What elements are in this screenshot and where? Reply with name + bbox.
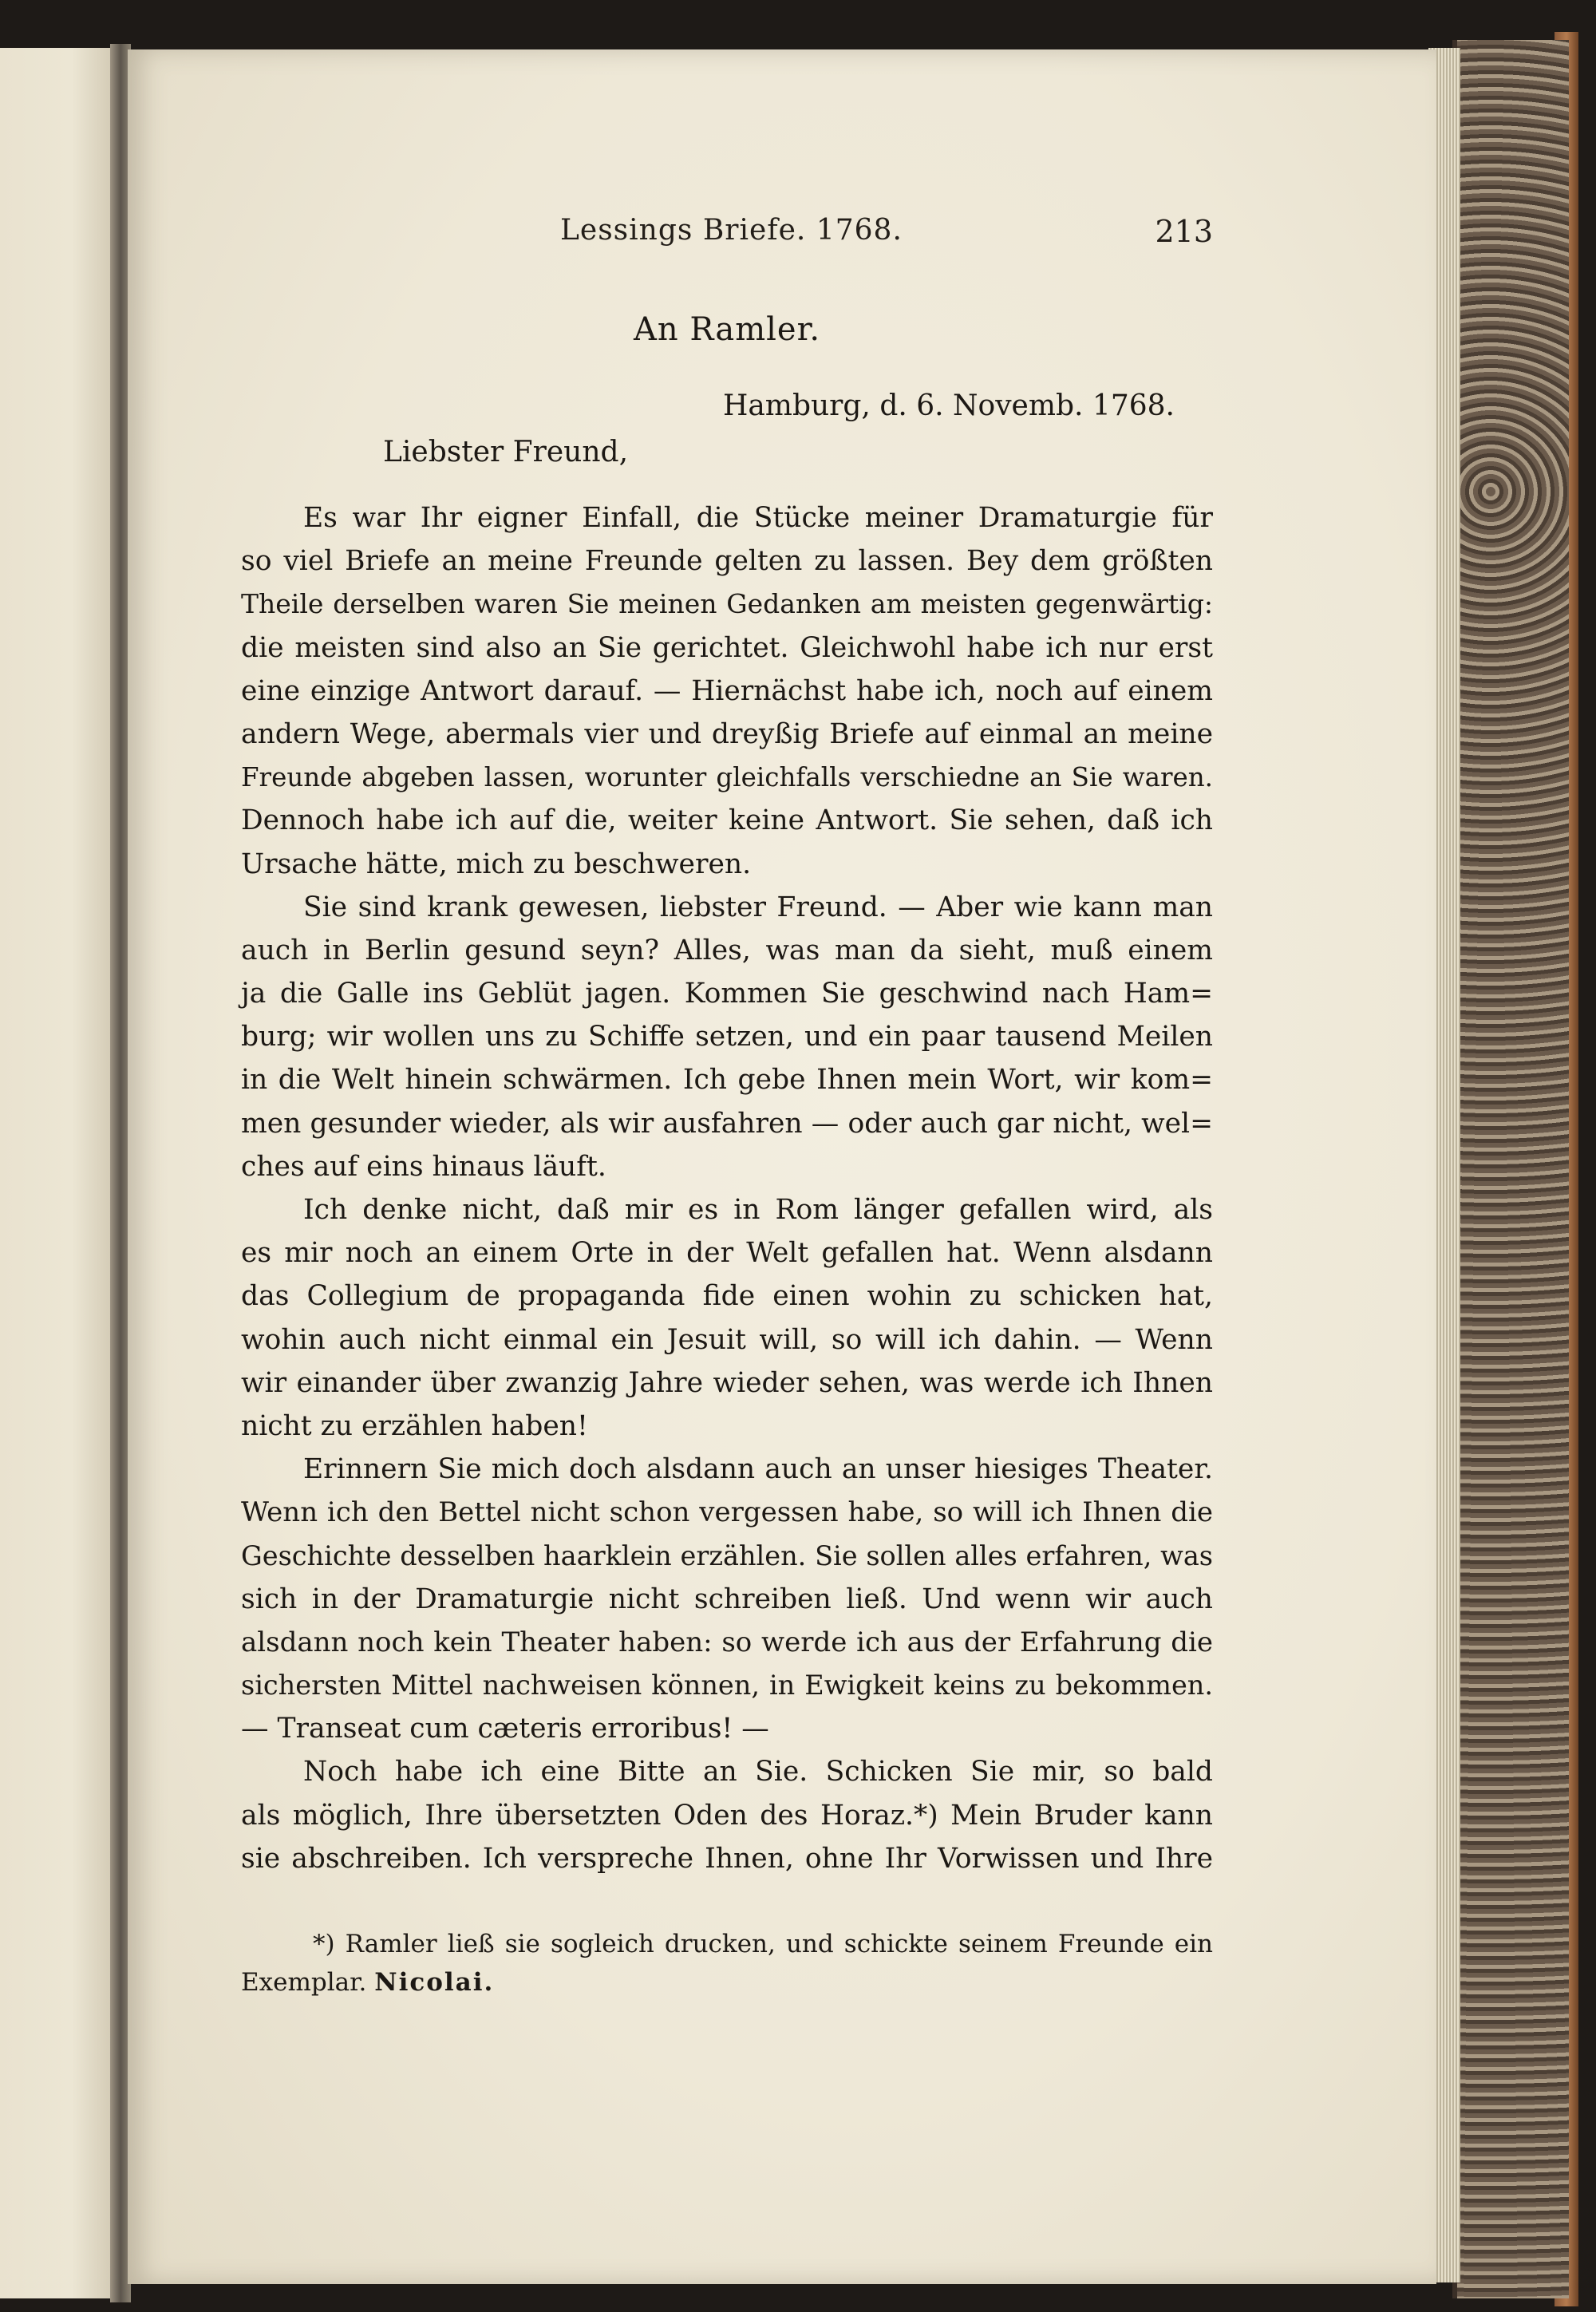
- body-line: auch in Berlin gesund seyn? Alles, was man da sieht, muß einem: [241, 934, 1213, 966]
- body-line: Noch habe ich eine Bitte an Sie. Schicken Sie mir, so bald: [303, 1756, 1213, 1788]
- page-number: 213: [1155, 214, 1213, 249]
- body-line: eine einzige Antwort darauf. — Hiernächst habe ich, noch auf einem: [241, 674, 1213, 707]
- body-line: das Collegium de propaganda fide einen wohin zu schicken hat,: [241, 1280, 1213, 1313]
- body-line: sichersten Mittel nachweisen können, in Ewigkeit keins zu bekommen.: [241, 1670, 1213, 1701]
- body-line: Ursache hätte, mich zu beschweren.: [241, 848, 752, 880]
- body-line: alsdann noch kein Theater haben: so werde ich aus der Erfahrung die: [241, 1626, 1213, 1658]
- body-line: ches auf eins hinaus läuft.: [241, 1150, 606, 1183]
- body-line: es mir noch an einem Orte in der Welt gefallen hat. Wenn alsdann: [241, 1237, 1213, 1270]
- body-line: in die Welt hinein schwärmen. Ich gebe Ihnen mein Wort, wir kom=: [241, 1064, 1213, 1097]
- body-line: ja die Galle ins Geblüt jagen. Kommen Sie geschwind nach Ham=: [241, 978, 1213, 1010]
- body-line: als möglich, Ihre übersetzten Oden des Horaz.*) Mein Bruder kann: [241, 1799, 1213, 1832]
- marbled-cover-board: [1452, 40, 1569, 2298]
- footnote-line-2-text: Exemplar.: [241, 1968, 367, 1997]
- footnote-author: Nicolai.: [374, 1968, 495, 1997]
- body-line: Sie sind krank gewesen, liebster Freund. — Aber wie kann man: [303, 891, 1213, 923]
- body-line: Dennoch habe ich auf die, weiter keine Antwort. Sie sehen, daß ich: [241, 804, 1213, 837]
- running-title: Lessings Briefe. 1768.: [560, 214, 903, 247]
- body-line: die meisten sind also an Sie gerichtet. Gleichwohl habe ich nur erst: [241, 631, 1213, 664]
- running-head: [241, 214, 1213, 254]
- letter-dateline: Hamburg, d. 6. Novemb. 1768.: [722, 389, 1175, 422]
- left-facing-page: [0, 48, 120, 2298]
- body-line: so viel Briefe an meine Freunde gelten zu lassen. Bey dem größten: [241, 545, 1213, 578]
- body-line: Ich denke nicht, daß mir es in Rom länger gefallen wird, als: [303, 1194, 1213, 1226]
- body-line: Es war Ihr eigner Einfall, die Stücke meiner Dramaturgie für: [303, 502, 1213, 534]
- body-line: Theile derselben waren Sie meinen Gedanken am meisten gegenwärtig:: [241, 588, 1213, 620]
- body-line: sie abschreiben. Ich verspreche Ihnen, ohne Ihr Vorwissen und Ihre: [241, 1842, 1213, 1875]
- body-line: Wenn ich den Bettel nicht schon vergessen habe, so will ich Ihnen die: [241, 1496, 1213, 1529]
- body-line: Erinnern Sie mich doch alsdann auch an unser hiesiges Theater.: [303, 1453, 1213, 1486]
- body-line: — Transeat cum cæteris erroribus! —: [241, 1713, 769, 1745]
- body-line: burg; wir wollen uns zu Schiffe setzen, und ein paar tausend Meilen: [241, 1021, 1213, 1053]
- footnote-line-2: [241, 1963, 1213, 2002]
- body-line: Freunde abgeben lassen, worunter gleichfalls verschiedne an Sie waren.: [241, 762, 1213, 793]
- letter-body: [241, 496, 1213, 1880]
- footnote-line-1: *) Ramler ließ sie sogleich drucken, und schickte seinem Freunde ein: [313, 1930, 1213, 1958]
- body-line: men gesunder wieder, als wir ausfahren — oder auch gar nicht, wel=: [241, 1107, 1213, 1140]
- body-line: sich in der Dramaturgie nicht schreiben ließ. Und wenn wir auch: [241, 1583, 1213, 1615]
- footnote: [241, 1925, 1213, 2002]
- body-line: Geschichte desselben haarklein erzählen. Sie sollen alles erfahren, was: [241, 1539, 1213, 1571]
- body-line: wir einander über zwanzig Jahre wieder sehen, was werde ich Ihnen: [241, 1366, 1213, 1399]
- body-line: wohin auch nicht einmal ein Jesuit will, so will ich dahin. — Wenn: [241, 1323, 1213, 1356]
- letter-title: An Ramler.: [633, 311, 821, 348]
- letter-salutation: Liebster Freund,: [383, 436, 629, 468]
- body-line: nicht zu erzählen haben!: [241, 1409, 588, 1442]
- body-line: andern Wege, abermals vier und dreyßig Briefe auf einmal an meine: [241, 717, 1213, 750]
